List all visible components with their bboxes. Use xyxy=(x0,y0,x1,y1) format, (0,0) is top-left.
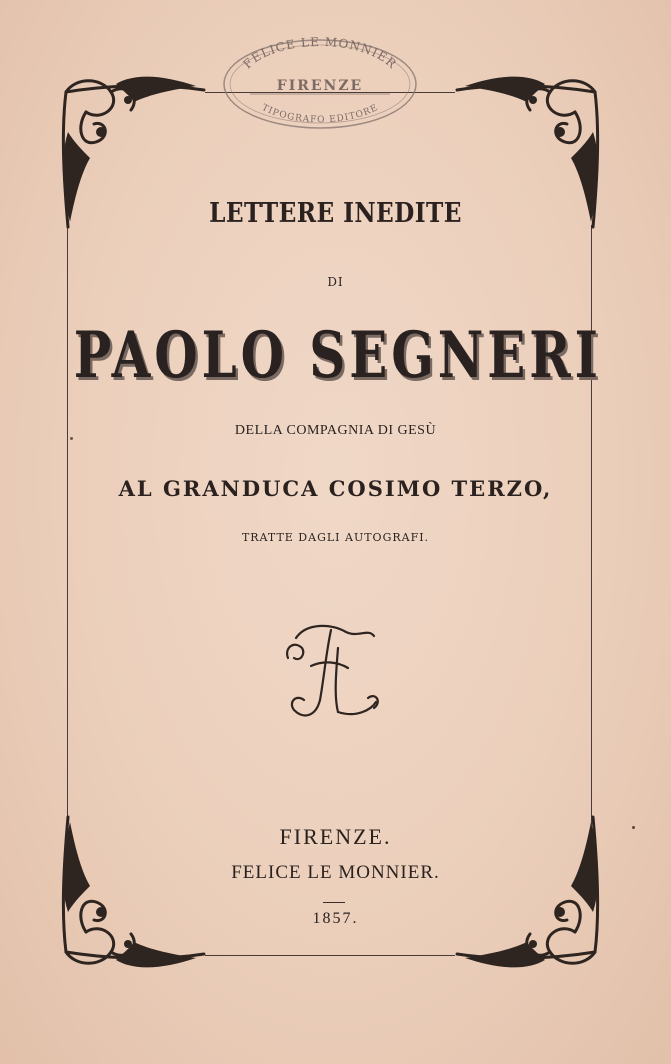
subtitle: TRATTE DAGLI AUTOGRAFI. xyxy=(241,531,430,544)
paper-speck xyxy=(632,826,635,829)
stamp-bottom-text: TIPOGRAFO EDITORE xyxy=(259,102,381,126)
imprint-city: FIRENZE. xyxy=(279,824,392,849)
imprint-rule xyxy=(323,902,345,903)
svg-text:TIPOGRAFO EDITORE xyxy=(260,103,380,125)
stamp-middle-text: FIRENZE xyxy=(276,78,364,94)
author-affiliation: DELLA COMPAGNIA DI GESÙ xyxy=(234,423,437,438)
author-name: PAOLO SEGNERI xyxy=(73,318,602,393)
frame-line-left xyxy=(67,225,68,825)
stamp-top-text: FELICE LE MONNIER xyxy=(240,34,400,72)
svg-text:FELICE LE MONNIER xyxy=(240,35,399,71)
imprint-publisher: FELICE LE MONNIER. xyxy=(231,862,440,883)
monogram-icon xyxy=(276,618,386,728)
book-title: LETTERE INEDITE xyxy=(209,198,462,229)
publisher-stamp-icon xyxy=(220,34,420,132)
frame-line-bottom xyxy=(205,955,455,956)
preposition: DI xyxy=(327,275,344,289)
imprint-year: 1857. xyxy=(312,910,359,927)
frame-line-right xyxy=(591,225,592,825)
paper-speck xyxy=(70,437,73,440)
recipient: AL GRANDUCA COSIMO TERZO, xyxy=(118,476,553,501)
